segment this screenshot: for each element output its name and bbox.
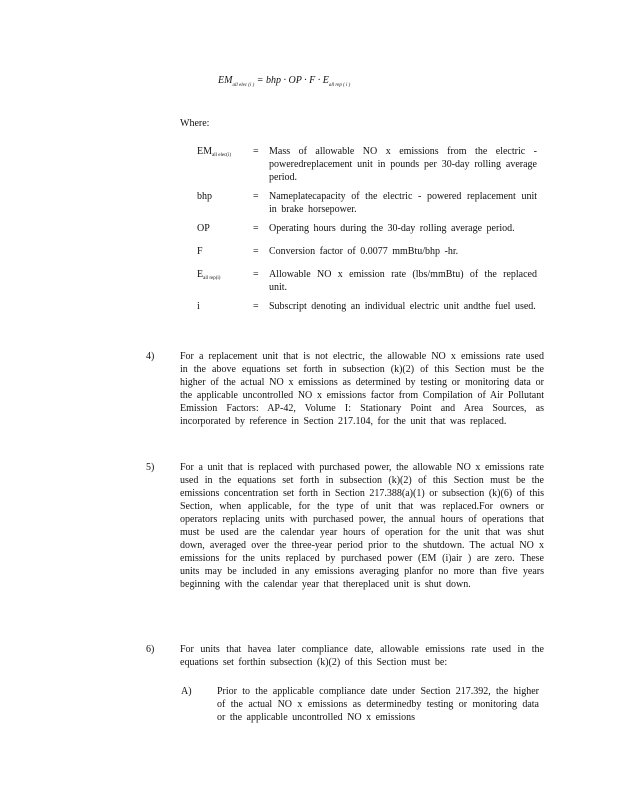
definition-term: F — [197, 246, 203, 257]
definition-equals: = — [253, 223, 259, 234]
paragraph-5 — [146, 461, 544, 591]
subparagraph-text: Prior to the applicable compliance date under Section 217.392, the higher of the actual NO x emissions as determinedby testing or monitoring data or the applicable uncontrolled NO x emissions — [217, 686, 539, 723]
definition-equals: = — [253, 246, 259, 257]
paragraph-number: 4) — [146, 351, 155, 362]
definition-description: Conversion factor of 0.0077 mmBtu/bhp -hr. — [269, 246, 459, 257]
definition-equals: = — [253, 146, 259, 157]
definition-term: E — [197, 269, 204, 280]
equation-lhs-subscript: all elec (i ) — [232, 83, 255, 88]
equation-rhs-subscript: all rep ( i ) — [328, 83, 351, 88]
definition-term: bhp — [197, 191, 212, 202]
equation-rhs: = bhp · OP · F · E — [256, 75, 329, 86]
definition-term-subscript: all elec(i) — [212, 153, 232, 158]
definition-description: Mass of allowable NO x emissions from the electric - poweredreplacement unit in pounds per 30-day rolling average period. — [269, 146, 537, 183]
subparagraph-a — [181, 685, 539, 724]
paragraph-text: For units that havea later compliance date, allowable emissions rate used in the equations set forthin subsection (k)(2) of this Section must be: — [180, 644, 544, 668]
definition-term: EM — [197, 146, 212, 157]
definition-description: Operating hours during the 30-day rolling average period. — [269, 223, 515, 234]
definition-description: Subscript denoting an individual electric unit andthe fuel used. — [269, 301, 536, 312]
paragraph-4 — [146, 350, 544, 428]
subparagraph-number: A) — [181, 686, 192, 697]
definition-term: OP — [197, 223, 210, 234]
equation — [218, 75, 350, 88]
definition-row — [197, 222, 537, 239]
definition-term-subscript: all rep(i) — [203, 276, 221, 281]
paragraph-6 — [146, 643, 544, 669]
where-label: Where: — [180, 118, 210, 129]
definition-description: Allowable NO x emission rate (lbs/mmBtu) of the replaced unit. — [269, 269, 537, 293]
definition-row — [197, 268, 537, 294]
definition-equals: = — [253, 191, 259, 202]
definition-row — [197, 245, 537, 262]
definition-equals: = — [253, 301, 259, 312]
definition-term: i — [197, 301, 200, 312]
definition-row — [197, 190, 537, 216]
paragraph-number: 5) — [146, 462, 155, 473]
paragraph-number: 6) — [146, 644, 155, 655]
definition-row — [197, 300, 537, 317]
definition-equals: = — [253, 269, 259, 280]
definition-row — [197, 145, 537, 184]
definitions-list — [197, 145, 537, 323]
definition-description: Nameplatecapacity of the electric - powered replacement unit in brake horsepower. — [269, 191, 537, 215]
paragraph-text: For a unit that is replaced with purchased power, the allowable NO x emissions rate used in the equations set forth in subsection (k)(2) of this Section must be the emissions concentration set forth in Section 217.388(a)(1) or subsection (k)(6) of this Section, when applicable, for the type of unit that was replaced.For owners or operators replacing units with purchased power, the annual hours of operations that must be used are the calendar year hours of operation for the unit that was shut down, averaged over the three-year period prior to the shutdown. The actual NO x emissions for the units replaced by purchased power (EM (i)air ) are zero. These units may be included in any emissions averaging planfor no more than five years beginning with the calendar year that thereplaced unit is shut down. — [180, 462, 544, 590]
equation-lhs: EM — [218, 75, 233, 86]
paragraph-text: For a replacement unit that is not electric, the allowable NO x emissions rate used in the above equations set forth in subsection (k)(2) of this Section must be the higher of the actual NO x emissions as determined by testing or monitoring data or the applicable uncontrolled NO x emissions factor from Compilation of Air Pollutant Emission Factors: AP-42, Volume I: Stationary Point and Area Sources, as incorporated by reference in Section 217.104, for the unit that was replaced. — [180, 351, 544, 427]
